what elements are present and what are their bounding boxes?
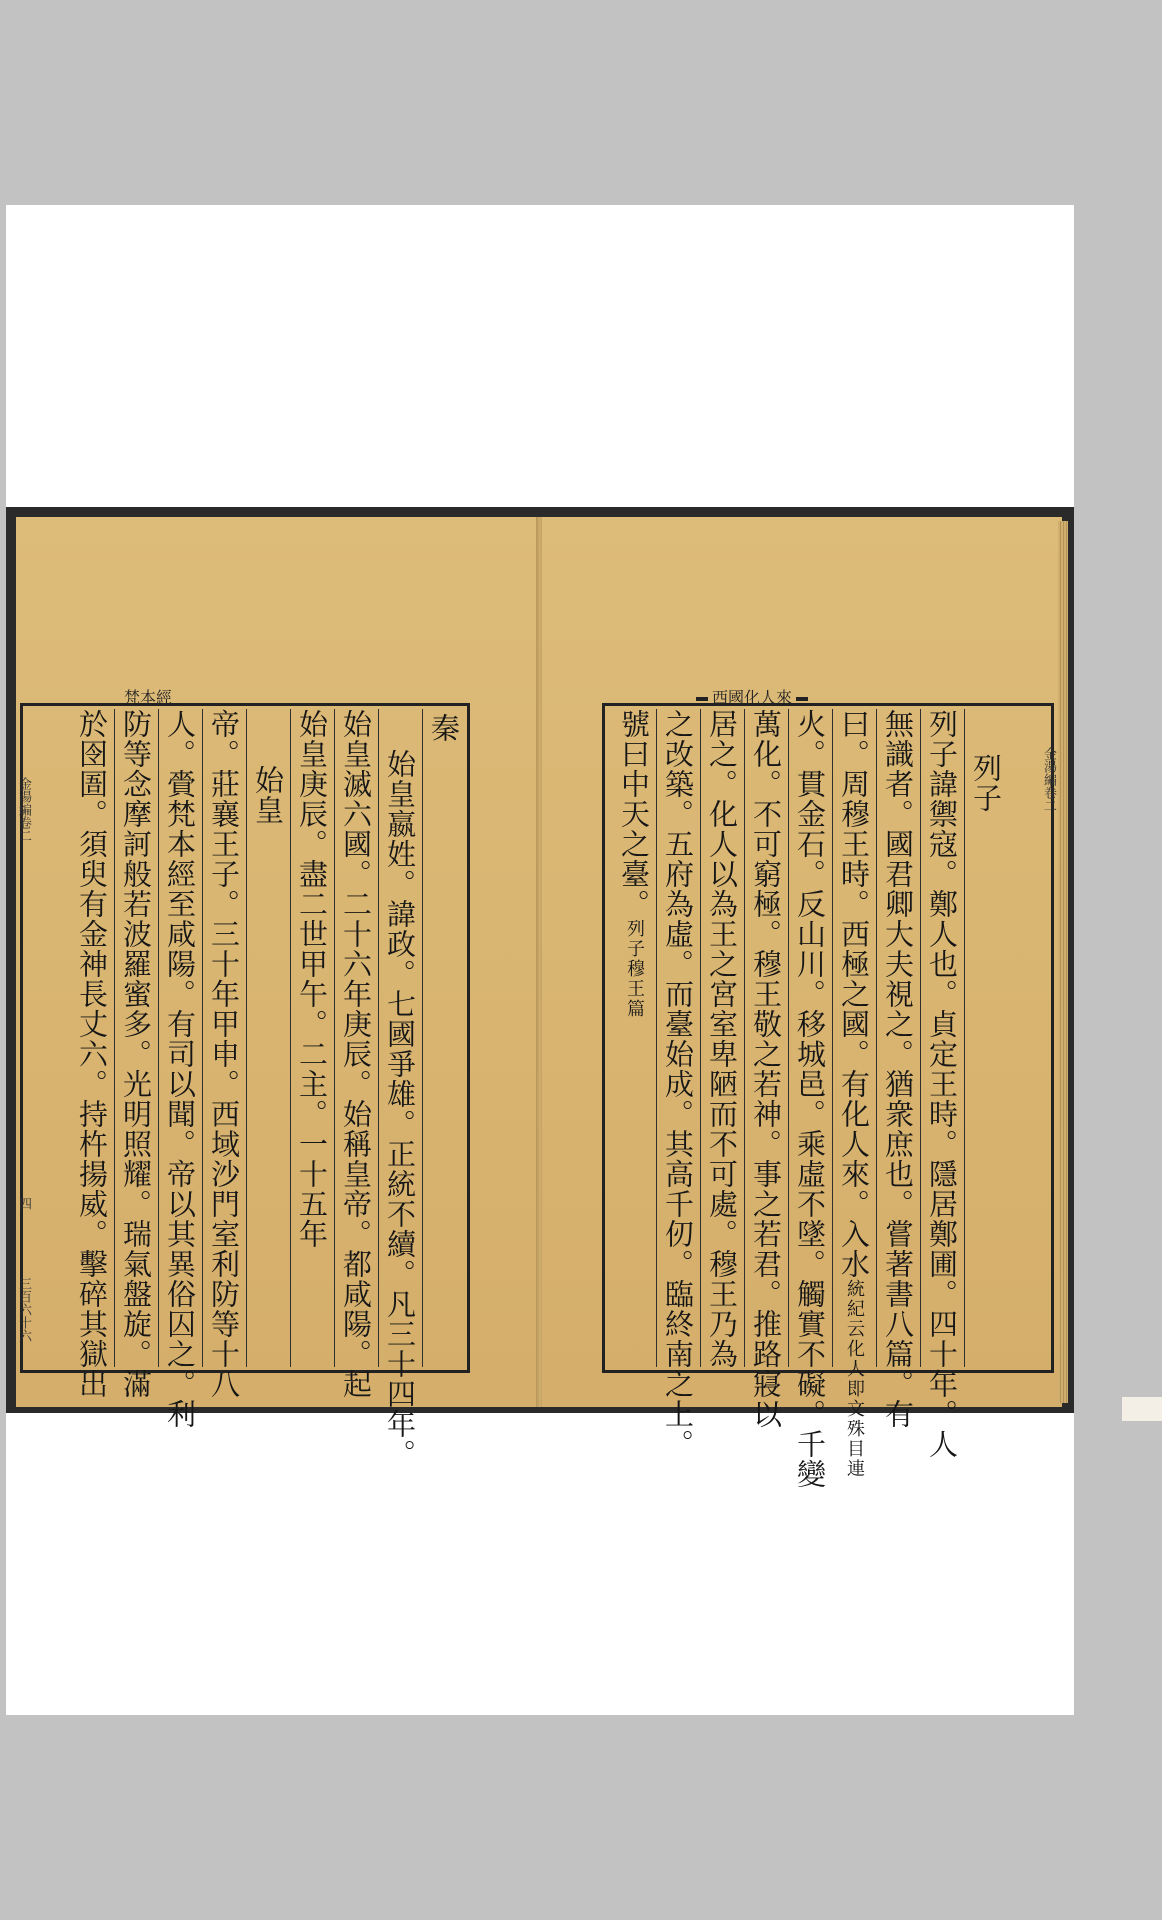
column-dynasty-heading: 秦 <box>422 709 466 1367</box>
column-text: 萬化。不可窮極。穆王敬之若神。事之若君。推路寢以 <box>744 709 788 1367</box>
column-text-with-note: 號曰中天之臺。列子穆王篇 <box>617 709 651 1019</box>
fish-tail-mark-icon <box>796 697 808 701</box>
left-columns <box>44 709 466 1469</box>
column-text: 人。賫梵本經至咸陽。有司以聞。帝以其異俗囚之。利 <box>158 709 202 1367</box>
right-page-header: 西國化人來 <box>692 685 812 708</box>
left-page <box>16 517 538 1469</box>
left-margin-title: 金湯編卷二 <box>16 777 31 842</box>
column-text: 火。貫金石。反山川。移城邑。乘虛不墜。觸實不礙。千變 <box>788 709 832 1367</box>
column-text: 始皇庚辰。盡二世甲午。二主。一十五年 <box>290 709 334 1367</box>
page-edges <box>1058 521 1068 1403</box>
column-text-with-note: 曰。周穆王時。西極之國。有化人來。入水統紀云化人即文殊目連 <box>832 709 876 1367</box>
column-chapter-heading: 列子 <box>964 709 1008 1367</box>
left-page-header: 梵本經 <box>124 688 173 707</box>
column-text: 防等念摩訶般若波羅蜜多。光明照耀。瑞氣盤旋。滿 <box>114 709 158 1367</box>
column-text: 帝。莊襄王子。三十年甲申。西域沙門室利防等十八 <box>202 709 246 1367</box>
source-note: 列子穆王篇 <box>624 919 645 1019</box>
column-text: 無識者。國君卿大夫視之。猶衆庶也。嘗著書八篇。有 <box>876 709 920 1367</box>
left-margin-count: 三百六十六 <box>16 1277 31 1342</box>
column-text: 於囹圄。須臾有金神長丈六。持杵揚威。擊碎其獄出 <box>75 709 109 1399</box>
column-text: 始皇嬴姓。諱政。七國爭雄。正統不續。凡三十四年。 <box>378 709 422 1367</box>
book-scan <box>6 507 1074 1489</box>
left-margin-page: 四 <box>16 1197 31 1210</box>
right-columns <box>608 709 1008 1489</box>
column-text: 居之。化人以為王之宮室卑陋而不可處。穆王乃為 <box>700 709 744 1367</box>
right-margin-title: 金湯編卷二 <box>1041 747 1056 812</box>
column-text: 列子諱禦寇。鄭人也。貞定王時。隱居鄭圃。四十年。人 <box>920 709 964 1367</box>
right-page <box>542 517 1062 1489</box>
interlinear-note: 統紀云化人即文殊目連 <box>844 1279 865 1479</box>
column-emperor-heading: 始皇 <box>246 709 290 1367</box>
column-text: 始皇滅六國。二十六年庚辰。始稱皇帝。都咸陽。起 <box>334 709 378 1367</box>
column-text: 之改築。五府為虛。而臺始成。其高千仞。臨終南之上。 <box>656 709 700 1367</box>
fish-tail-mark-icon <box>696 697 708 701</box>
paper-tab <box>1122 1397 1162 1421</box>
